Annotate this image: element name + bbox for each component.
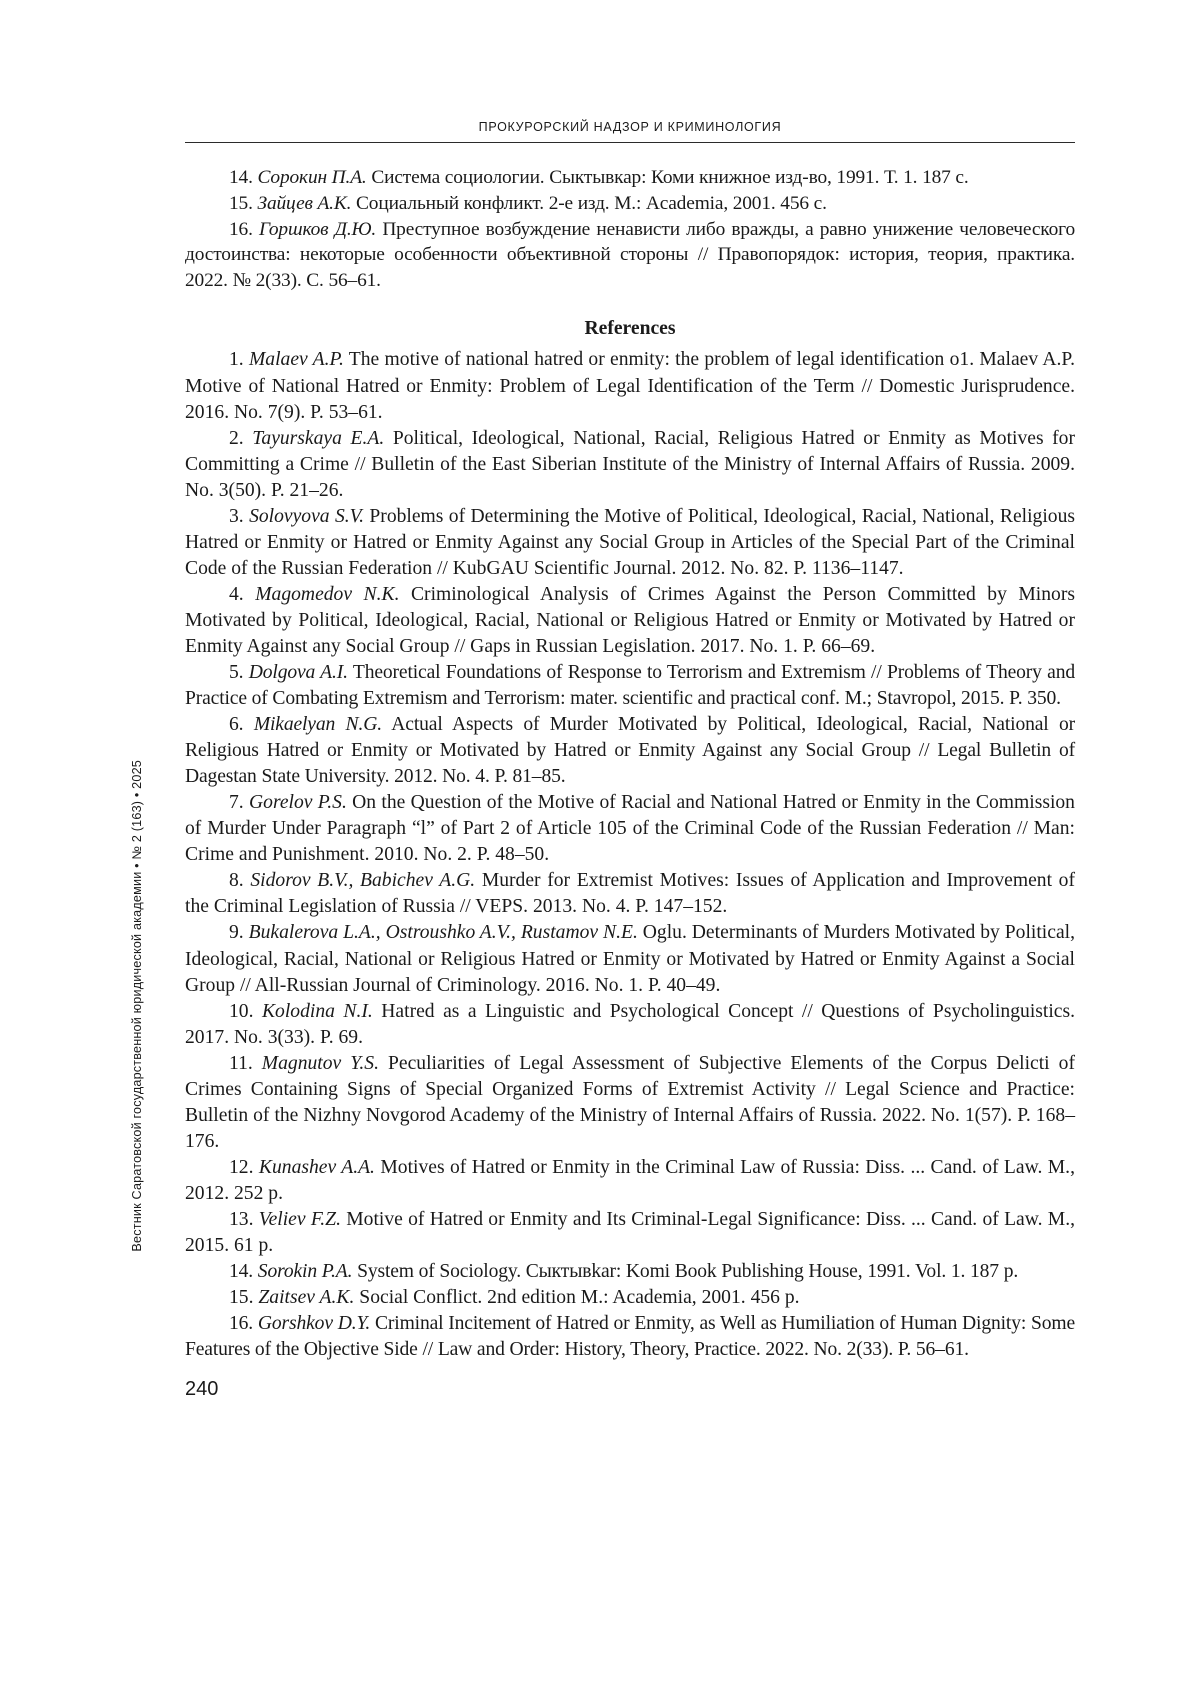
ref-author: Gorelov P.S.: [249, 792, 347, 814]
ref-author: Зайцев А.К.: [257, 192, 352, 214]
list-item: [185, 660, 1075, 712]
list-item: [185, 165, 1075, 191]
ref-number: 14.: [229, 1261, 254, 1283]
ref-text: Political, Ideological, National, Racial, Religious Hatred or Enmity as Motives for Committing a Crime // Bulletin of the East Siberian Institute of the Ministry of Internal Affairs of Russia. 2009. No. 3(50). P. 21–26.: [185, 427, 1076, 501]
ref-number: 14.: [229, 167, 253, 188]
list-item: [185, 920, 1075, 998]
ref-author: Сорокин П.А.: [257, 167, 367, 188]
ref-text: Social Conflict. 2nd edition M.: Academia, 2001. 456 p.: [359, 1287, 800, 1309]
ref-number: 3.: [229, 505, 244, 527]
list-item: [185, 1285, 1075, 1311]
list-item: [185, 1259, 1075, 1285]
list-item: [185, 504, 1075, 582]
ref-number: 1.: [229, 349, 244, 371]
ref-author: Dolgova A.I.: [248, 662, 348, 684]
ref-number: 16.: [229, 218, 253, 240]
ref-author: Горшков Д.Ю.: [259, 218, 377, 240]
ref-text: Motives of Hatred or Enmity in the Criminal Law of Russia: Diss. ... Cand. of Law. M., 2012. 252 p.: [185, 1156, 1075, 1204]
ref-author: Mikaelyan N.G.: [253, 714, 382, 736]
ref-author: Malaev A.P.: [248, 349, 344, 371]
ref-text: Actual Aspects of Murder Motivated by Political, Ideological, Racial, National or Religious Hatred or Enmity or Motivated by Hatred or Enmity Against any Social Group // Legal Bulletin of Dagestan State University. 2012. No. 4. P. 81–85.: [185, 714, 1076, 788]
english-references: [185, 347, 1075, 1363]
list-item: [185, 790, 1075, 868]
ref-author: Magomedov N.K.: [255, 583, 400, 605]
ref-text: Hatred as a Linguistic and Psychological Concept // Questions of Psycholinguistics. 2017. No. 3(33). P. 69.: [185, 1000, 1075, 1048]
ref-author: Kunashev A.A.: [258, 1156, 375, 1178]
ref-number: 7.: [229, 792, 244, 814]
ref-author: Tayurskaya E.A.: [252, 427, 385, 449]
ref-number: 15.: [229, 1287, 254, 1309]
ref-author: Solovyova S.V.: [249, 505, 365, 527]
list-item: [185, 712, 1075, 790]
ref-text: Система социологии. Сыктывкар: Коми книжное изд-во, 1991. Т. 1. 187 с.: [371, 167, 969, 188]
list-item: [185, 1207, 1075, 1259]
list-item: [185, 582, 1075, 660]
ref-text: Criminal Incitement of Hatred or Enmity, as Well as Humiliation of Human Dignity: Some Features of the Objective Side // Law and Order: History, Theory, Practice. 2022. No. 2(33). P. 56–61.: [185, 1313, 1076, 1361]
ref-number: 5.: [229, 662, 244, 684]
ref-author: Magnutov Y.S.: [261, 1052, 379, 1074]
journal-sidebar-text: Вестник Саратовской государственной юридической академии • № 2 (163) • 2025: [130, 760, 144, 1252]
ref-text: Социальный конфликт. 2-е изд. М.: Academia, 2001. 456 с.: [356, 192, 827, 214]
ref-number: 8.: [229, 870, 244, 892]
list-item: [185, 868, 1075, 920]
header-rule: [185, 142, 1075, 143]
list-item: [185, 999, 1075, 1051]
ref-author: Sidorov B.V., Babichev A.G.: [250, 870, 476, 892]
ref-number: 11.: [229, 1052, 253, 1074]
ref-author: Bukalerova L.A., Ostroushko A.V., Rustamov N.E.: [248, 922, 638, 944]
ref-text: Criminological Analysis of Crimes Against the Person Committed by Minors Motivated by Political, Ideological, Racial, National or Religious Hatred or Enmity or Motivated by Hatred or Enmity Against any Social Group // Gaps in Russian Legislation. 2017. No. 1. P. 66–69.: [185, 583, 1075, 657]
list-item: [185, 1051, 1075, 1155]
page-number: 240: [185, 1378, 219, 1400]
ref-author: Sorokin P.A.: [257, 1261, 353, 1283]
ref-author: Veliev F.Z.: [258, 1209, 341, 1230]
ref-text: Oglu. Determinants of Murders Motivated by Political, Ideological, Racial, National or Religious Hatred or Enmity or Motivated by Hatred or Enmity Against a Social Group // All-Russian Journal of Criminology. 2016. No. 1. P. 40–49.: [185, 922, 1075, 996]
ref-text: Преступное возбуждение ненависти либо вражды, а равно унижение человеческого достоинства: некоторые особенности объективной стороны // Правопорядок: история, теория, практика. 2022. № 2(33). С. 56–61.: [185, 218, 1075, 292]
running-head: ПРОКУРОРСКИЙ НАДЗОР И КРИМИНОЛОГИЯ: [478, 120, 782, 134]
section-heading-references: References: [584, 317, 676, 339]
ref-text: Motive of Hatred or Enmity and Its Criminal-Legal Significance: Diss. ... Cand. of Law. M., 2015. 61 p.: [185, 1209, 1076, 1257]
ref-number: 13.: [229, 1209, 254, 1230]
ref-author: Gorshkov D.Y.: [257, 1313, 371, 1335]
list-item: [185, 1155, 1075, 1207]
list-item: [185, 217, 1075, 294]
ref-number: 16.: [229, 1313, 254, 1335]
list-item: [185, 1311, 1075, 1363]
list-item: [185, 426, 1075, 504]
ref-text: The motive of national hatred or enmity: the problem of legal identification o1. Malaev A.P. Motive of National Hatred or Enmity: Problem of Legal Identification of the Term // Domestic Jurisprudence. 2016. No. 7(9). P. 53–61.: [185, 349, 1076, 423]
ref-number: 9.: [229, 922, 244, 944]
ref-number: 10.: [229, 1000, 254, 1022]
ref-text: On the Question of the Motive of Racial and National Hatred or Enmity in the Commission of Murder Under Paragraph “l” of Part 2 of Article 105 of the Criminal Code of the Russian Federation // Man: Crime and Punishment. 2010. No. 2. P. 48–50.: [185, 792, 1075, 866]
russian-references: [185, 165, 1075, 294]
ref-text: Theoretical Foundations of Response to Terrorism and Extremism // Problems of Theory and Practice of Combating Extremism and Terrorism: mater. scientific and practical conf. M.; Stavropol, 2015. P. 350.: [185, 662, 1076, 710]
ref-number: 4.: [229, 583, 244, 605]
ref-text: Murder for Extremist Motives: Issues of Application and Improvement of the Criminal Legislation of Russia // VEPS. 2013. No. 4. P. 147–152.: [185, 870, 1076, 918]
ref-author: Kolodina N.I.: [261, 1000, 373, 1022]
ref-text: System of Sociology. Сыктывkar: Komi Book Publishing House, 1991. Vol. 1. 187 p.: [357, 1261, 1019, 1283]
ref-text: Peculiarities of Legal Assessment of Subjective Elements of the Corpus Delicti of Crimes Containing Signs of Special Organized Forms of Extremist Activity // Legal Science and Practice: Bulletin of the Nizhny Novgorod Academy of the Ministry of Internal Affairs of Russia. 2022. No. 1(57). P. 168–176.: [185, 1052, 1075, 1152]
ref-number: 6.: [229, 714, 244, 736]
ref-number: 12.: [229, 1156, 254, 1178]
list-item: [185, 347, 1075, 425]
list-item: [185, 191, 1075, 217]
ref-number: 2.: [229, 427, 244, 449]
ref-author: Zaitsev A.K.: [258, 1287, 355, 1309]
ref-text: Problems of Determining the Motive of Political, Ideological, Racial, National, Religious Hatred or Enmity or Hatred or Enmity Against any Social Group in Articles of the Special Part of the Criminal Code of the Russian Federation // KubGAU Scientific Journal. 2012. No. 82. P. 1136–1147.: [185, 505, 1075, 579]
ref-number: 15.: [229, 192, 253, 214]
reference-list-container: [185, 165, 1075, 1363]
